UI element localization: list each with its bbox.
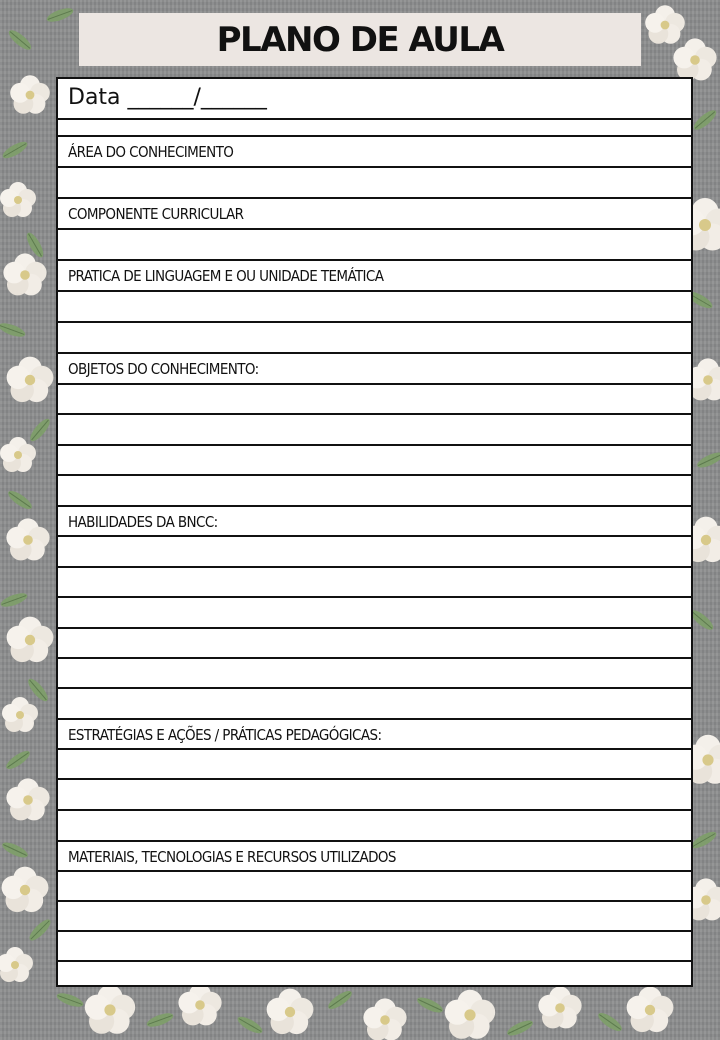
- form-row: [58, 118, 691, 135]
- section-objetos-row: [58, 352, 691, 383]
- section-pratica-label: PRATICA DE LINGUAGEM E OU UNIDADE TEMÁTICA: [68, 267, 384, 285]
- date-field[interactable]: Data ______/______: [68, 85, 267, 110]
- answer-line[interactable]: [58, 900, 691, 930]
- section-estrategias-row: [58, 718, 691, 748]
- answer-line[interactable]: [58, 228, 691, 259]
- lesson-plan-form: [56, 77, 693, 987]
- answer-line[interactable]: [58, 413, 691, 444]
- answer-line[interactable]: [58, 444, 691, 474]
- section-pratica-row: [58, 259, 691, 290]
- section-area-label: ÁREA DO CONHECIMENTO: [68, 143, 234, 161]
- section-componente-label: COMPONENTE CURRICULAR: [68, 205, 244, 223]
- section-habilidades-label: HABILIDADES DA BNCC:: [68, 513, 218, 531]
- answer-line[interactable]: [58, 870, 691, 900]
- answer-line[interactable]: [58, 566, 691, 596]
- answer-line[interactable]: [58, 748, 691, 778]
- answer-line[interactable]: [58, 535, 691, 566]
- answer-line[interactable]: [58, 930, 691, 960]
- answer-line[interactable]: [58, 166, 691, 197]
- answer-line[interactable]: [58, 290, 691, 321]
- answer-line[interactable]: [58, 383, 691, 413]
- answer-line[interactable]: [58, 321, 691, 352]
- section-materiais-label: MATERIAIS, TECNOLOGIAS E RECURSOS UTILIZADOS: [68, 848, 396, 866]
- answer-line[interactable]: [58, 809, 691, 840]
- answer-line[interactable]: [58, 474, 691, 505]
- answer-line[interactable]: [58, 687, 691, 718]
- answer-line[interactable]: [58, 627, 691, 657]
- section-objetos-label: OBJETOS DO CONHECIMENTO:: [68, 360, 259, 378]
- answer-line[interactable]: [58, 657, 691, 687]
- title-bar: [79, 13, 641, 66]
- answer-line[interactable]: [58, 778, 691, 809]
- page-title: PLANO DE AULA: [216, 19, 504, 60]
- section-materiais-row: [58, 840, 691, 870]
- section-estrategias-label: ESTRATÉGIAS E AÇÕES / PRÁTICAS PEDAGÓGICAS:: [68, 726, 382, 744]
- answer-line[interactable]: [58, 960, 691, 985]
- section-area-row: [58, 135, 691, 166]
- section-componente-row: [58, 197, 691, 228]
- answer-line[interactable]: [58, 596, 691, 627]
- section-habilidades-row: [58, 505, 691, 535]
